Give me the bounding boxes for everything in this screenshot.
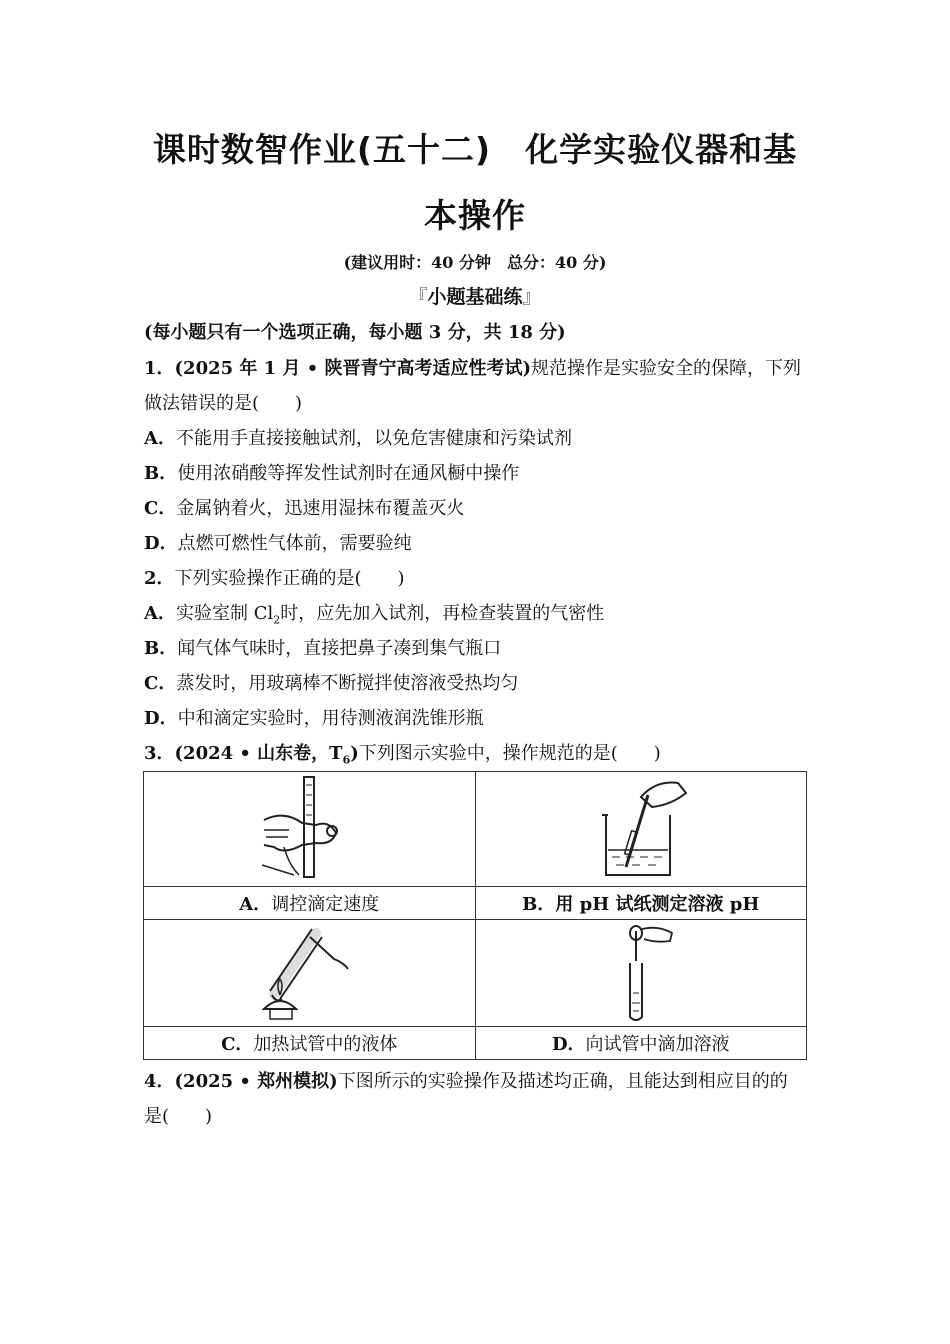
titration-burette-figure [254, 775, 364, 883]
option-text: 不能用手直接接触试剂，以免危害健康和污染试剂 [175, 428, 572, 449]
q3-source-sub: 6 [342, 753, 351, 767]
dropper-test-tube-figure [586, 923, 696, 1023]
time-score-note: (建议用时：40 分钟 总分：40 分) [343, 253, 607, 272]
section-label: 小题基础练 [427, 286, 523, 308]
caption-text: 向试管中滴加溶液 [585, 1034, 730, 1055]
q1-stem-a: 规范操作是实验安全的保障，下列 [531, 358, 802, 379]
figure-d-cell [475, 920, 807, 1027]
option-text: 闻气体气味时，直接把鼻子凑到集气瓶口 [177, 638, 502, 659]
caption-d [475, 1027, 807, 1060]
caption-b [475, 887, 807, 920]
option-letter: A． [144, 428, 176, 449]
caption-a [144, 887, 476, 920]
option-letter: B． [144, 463, 178, 484]
option-text: 中和滴定实验时，用待测液润洗锥形瓶 [177, 708, 484, 729]
option-letter: C． [144, 673, 177, 694]
q1-stem-line-1 [144, 354, 809, 380]
section-heading [0, 282, 950, 309]
q2-stem-text: 下列实验操作正确的是( ) [174, 568, 405, 589]
option-letter: D． [144, 533, 178, 554]
q1-stem-line-2: 做法错误的是( ) [144, 393, 303, 414]
option-text: 点燃可燃性气体前，需要验纯 [177, 533, 412, 554]
figure-c-cell [144, 920, 476, 1027]
caption-letter: B． [522, 894, 556, 915]
caption-c [144, 1027, 476, 1060]
option-text: 金属钠着火，迅速用湿抹布覆盖灭火 [176, 498, 465, 519]
q3-source-post: ) [350, 743, 359, 764]
caption-text: 用 pH 试纸测定溶液 pH [555, 894, 760, 915]
heating-test-tube-figure [254, 923, 364, 1023]
q2-option-d [144, 704, 809, 730]
q1-number: 1． [144, 358, 175, 379]
q3-source-pre: (2024 • 山东卷，T [174, 743, 343, 764]
caption-text: 加热试管中的液体 [253, 1034, 398, 1055]
q3-stem [144, 739, 809, 767]
q4-stem-a: 下图所示的实验操作及描述均正确，且能达到相应目的的 [337, 1071, 788, 1092]
q2-option-a [144, 599, 809, 627]
option-letter: D． [144, 708, 178, 729]
caption-letter: A． [239, 894, 272, 915]
option-text: 蒸发时，用玻璃棒不断搅拌使溶液受热均匀 [176, 673, 519, 694]
q3-stem-text: 下列图示实验中，操作规范的是( ) [358, 743, 661, 764]
caption-text: 调控滴定速度 [271, 894, 380, 915]
q4-stem-line-1 [144, 1067, 809, 1093]
q2-stem [144, 564, 809, 590]
section-right-bracket: 』 [522, 286, 542, 308]
q1-option-a [144, 424, 809, 450]
option-text: 使用浓硝酸等挥发性试剂时在通风橱中操作 [177, 463, 520, 484]
option-letter: C． [144, 498, 177, 519]
option-text-post: 时，应先加入试剂，再检查装置的气密性 [280, 603, 605, 624]
q1-option-b [144, 459, 809, 485]
q1-source: (2025 年 1 月 • 陕晋青宁高考适应性考试) [174, 358, 532, 379]
q2-option-b [144, 634, 809, 660]
page-title-line-2: 本操作 [424, 196, 526, 235]
q4-source: (2025 • 郑州模拟) [174, 1071, 338, 1092]
q3-figure-table [143, 771, 807, 1060]
instruction-text: (每小题只有一个选项正确，每小题 3 分，共 18 分) [144, 322, 566, 343]
q1-option-c [144, 494, 809, 520]
ph-paper-beaker-figure [586, 775, 696, 883]
figure-b-cell [475, 772, 807, 887]
caption-letter: D． [551, 1034, 586, 1055]
q1-option-d [144, 529, 809, 555]
section-left-bracket: 『 [408, 286, 428, 308]
figure-a-cell [144, 772, 476, 887]
page-title-line-1: 课时数智作业(五十二) 化学实验仪器和基 [152, 130, 798, 169]
q4-number: 4． [144, 1071, 175, 1092]
q2-option-c [144, 669, 809, 695]
subscript: 2 [273, 613, 281, 627]
option-text-pre: 实验室制 Cl [175, 603, 274, 624]
q4-stem-line-2: 是( ) [144, 1106, 213, 1127]
option-letter: B． [144, 638, 178, 659]
q3-number: 3． [144, 743, 175, 764]
option-letter: A． [144, 603, 176, 624]
caption-letter: C． [221, 1034, 254, 1055]
q2-number: 2． [144, 568, 175, 589]
